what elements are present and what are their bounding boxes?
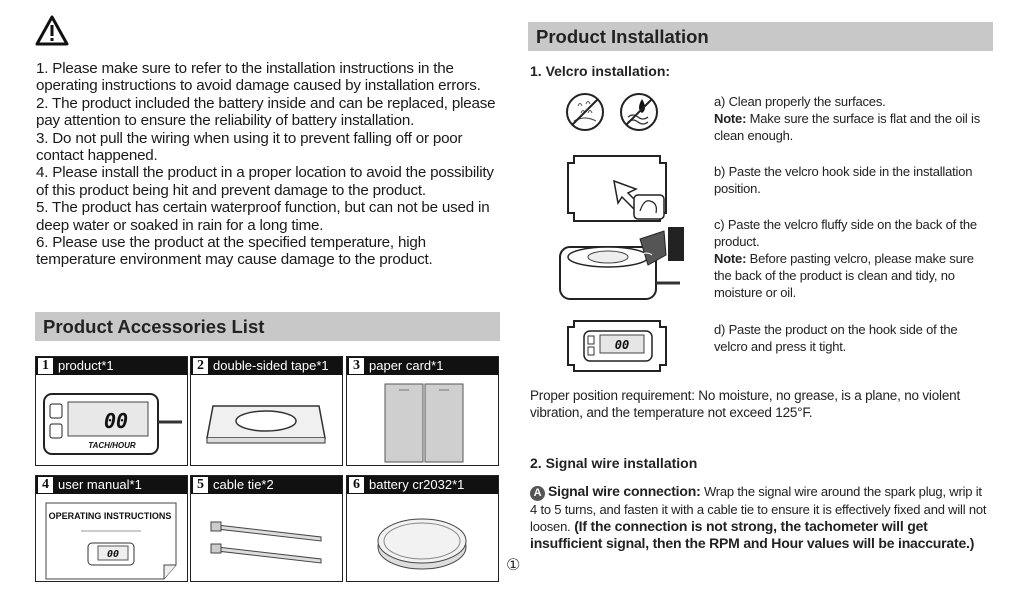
velcro-hook-image — [564, 153, 674, 225]
user-manual-image — [36, 495, 187, 581]
accessory-label: product*1 — [58, 358, 114, 373]
velcro-fluffy-image — [556, 225, 686, 305]
accessory-product: 1 product*1 00 TACH/HOUR — [35, 356, 188, 466]
mounted-display-digits: 00 — [614, 338, 630, 352]
step-b: b) Paste the velcro hook side in the installation position. — [714, 164, 973, 196]
velcro-heading: 1. Velcro installation: — [530, 63, 671, 79]
accessory-paper-card: 3 paper card*1 — [346, 356, 499, 466]
no-water-icon — [564, 91, 606, 133]
accessory-tape: 2 double-sided tape*1 — [190, 356, 343, 466]
accessories-heading: Product Accessories List — [35, 312, 500, 341]
installation-heading: Product Installation — [528, 22, 993, 51]
device-display-digits: 00 — [103, 409, 129, 433]
warning-list — [36, 60, 506, 269]
accessory-label: paper card*1 — [369, 358, 444, 373]
double-sided-tape-image — [191, 376, 342, 465]
accessory-label: user manual*1 — [58, 477, 142, 492]
paper-card-image — [347, 376, 498, 465]
signal-paragraph: A Signal wire connection: Wrap the signal wire around the spark plug, wrip it 4 to 5 turns, and fasten it with a cable tie to ensure it is effectively fixed and will not loosen. (If the connection is not strong, the tachometer will get insufficient signal, then the RPM and Hour values will be inaccurate.) — [530, 483, 987, 551]
warning-item: 4. Please install the product in a proper location to avoid the possibility of this product being hit and prevent damage to the product. — [36, 164, 494, 199]
manual-title-text: OPERATING INSTRUCTIONS — [48, 511, 172, 521]
accessory-user-manual: 4 user manual*1 OPERATING INSTRUCTIONS 00 — [35, 475, 188, 582]
position-requirement: Proper position requirement: No moisture, no grease, is a plane, no violent vibration, and the temperature not exceed 125°F. — [530, 388, 960, 420]
warning-item: 5. The product has certain waterproof function, but can not be used in deep water or soaked in rain for a long time. — [36, 199, 490, 234]
cable-tie-image — [191, 495, 342, 581]
step-a: a) Clean properly the surfaces. Note: Make sure the surface is flat and the oil is clean enough. — [714, 94, 981, 143]
warning-item: 3. Do not pull the wiring when using it to prevent falling off or poor contact happened. — [36, 129, 463, 165]
signal-heading: 2. Signal wire installation — [530, 455, 698, 471]
page-number: ① — [506, 555, 521, 574]
warning-item: 6. Please use the product at the specified temperature, high temperature environment may cause damage to the product. — [36, 234, 433, 269]
mounted-product-image — [564, 319, 674, 373]
step-c: c) Paste the velcro fluffy side on the back of the product. Note: Before pasting velcro, please make sure the back of the product is clean and tidy, no moisture or oil. — [714, 217, 977, 300]
warning-item: 1. Please make sure to refer to the installation instructions in the operating instructions to avoid damage caused by installation errors. — [36, 60, 481, 95]
accessory-cable-tie: 5 cable tie*2 — [190, 475, 343, 582]
accessory-label: double-sided tape*1 — [213, 358, 329, 373]
tachometer-device-image — [36, 376, 187, 465]
signal-badge-icon: A — [530, 486, 545, 501]
manual-display-digits: 00 — [106, 549, 120, 560]
accessory-label: cable tie*2 — [213, 477, 274, 492]
device-brand-text: TACH/HOUR — [88, 441, 136, 450]
accessory-battery: 6 battery cr2032*1 — [346, 475, 499, 582]
warning-icon — [34, 14, 70, 48]
no-oil-icon — [618, 91, 660, 133]
battery-image — [347, 495, 498, 581]
step-d: d) Paste the product on the hook side of the velcro and press it tight. — [714, 322, 958, 354]
accessory-label: battery cr2032*1 — [369, 477, 465, 492]
warning-item: 2. The product included the battery inside and can be replaced, please pay attention to ensure the reliability of battery installation. — [36, 94, 496, 130]
